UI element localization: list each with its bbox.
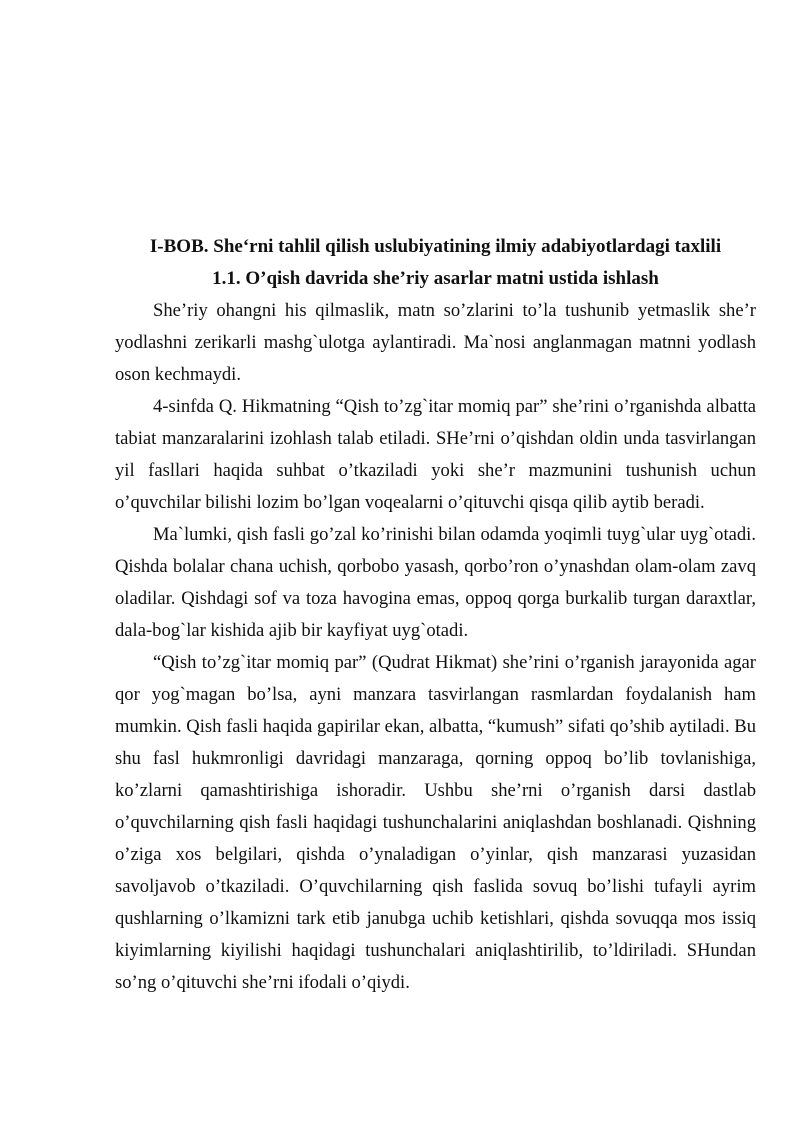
paragraph: “Qish to’zg`itar momiq par” (Qudrat Hikmat) she’rini o’rganish jarayonida agar qor yog`magan bo’lsa, ayni manzara tasvirlangan rasmlardan foydalanish ham mumkin. Qish fasli haqida gapirilar ekan, albatta, “kumush” sifati qo’shib aytiladi. Bu shu fasl hukmronligi davridagi manzaraga, qorning oppoq bo’lib tovlanishiga, ko’zlarni qamashtirishiga ishoradir. Ushbu she’rni o’rganish darsi dastlab o’quvchilarning qish fasli haqidagi tushunchalarini aniqlashdan boshlanadi. Qishning o’ziga xos belgilari, qishda o’ynaladigan o’yinlar, qish manzarasi yuzasidan savoljavob o’tkaziladi. O’quvchilarning qish faslida sovuq bo’lishi tufayli ayrim qushlarning o’lkamizni tark etib janubga uchib ketishlari, qishda sovuqqa mos issiq kiyimlarning kiyilishi haqidagi tushunchalari aniqlashtirilib, to’ldiriladi. SHundan so’ng o’qituvchi she’rni ifodali o’qiydi. <box>115 652 756 993</box>
paragraph: 4-sinfda Q. Hikmatning “Qish to’zg`itar momiq par” she’rini o’rganishda albatta tabiat manzaralarini izohlash talab etiladi. SHe’rni o’qishdan oldin unda tasvirlangan yil fasllari haqida suhbat o’tkaziladi yoki she’r mazmunini tushunish uchun o’quvchilar bilishi lozim bo’lgan voqealarni o’qituvchi qisqa qilib aytib beradi. <box>115 396 756 513</box>
paragraph: She’riy ohangni his qilmaslik, matn so’zlarini to’la tushunib yetmaslik she’r yodlashni zerikarli mashg`ulotga aylantiradi. Ma`nosi anglanmagan matnni yodlash oson kechmaydi. <box>115 300 756 385</box>
page-body <box>115 231 756 999</box>
paragraph: Ma`lumki, qish fasli go’zal ko’rinishi bilan odamda yoqimli tuyg`ular uyg`otadi. Qishda bolalar chana uchish, qorbobo yasash, qorbo’ron o’ynashdan olam-olam zavq oladilar. Qishdagi sof va toza havogina emas, oppoq qorga burkalib turgan daraxtlar, dala-bog`lar kishida ajib bir kayfiyat uyg`otadi. <box>115 524 756 641</box>
chapter-title: I-BOB. She‘rni tahlil qilish uslubiyatining ilmiy adabiyotlardagi taxlili <box>149 236 722 257</box>
section-title: 1.1. O’qish davrida she’riy asarlar matni ustida ishlash <box>212 268 659 289</box>
